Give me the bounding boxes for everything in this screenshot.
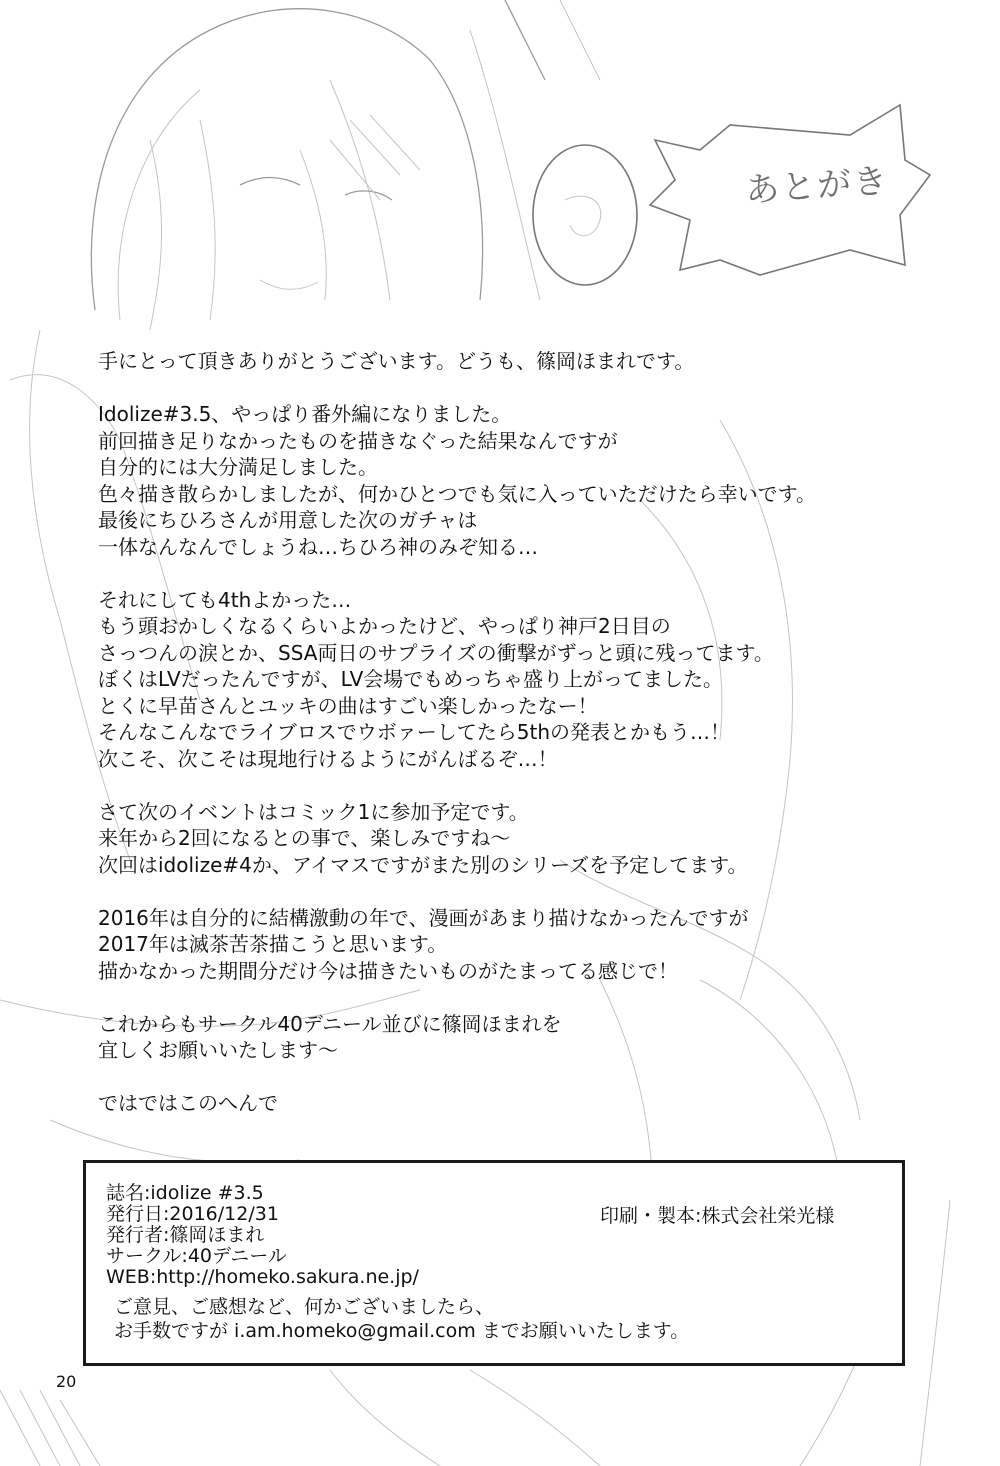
afterword-line: 2016年は自分的に結構激動の年で、漫画があまり描けなかったんですが xyxy=(98,905,749,930)
paragraph-gap xyxy=(98,878,898,905)
paragraph-gap xyxy=(98,560,898,587)
paragraph-gap xyxy=(98,984,898,1011)
afterword-line: さて次のイベントはコミック1に参加予定です。 xyxy=(98,799,529,824)
afterword-line: 来年から2回になるとの事で、楽しみですね～ xyxy=(98,826,511,850)
paragraph-gap xyxy=(98,772,898,799)
colophon-printer: 印刷・製本:株式会社栄光様 xyxy=(600,1205,835,1227)
page-number: 20 xyxy=(56,1372,77,1391)
colophon-circle: サークル:40デニール xyxy=(106,1245,287,1267)
afterword-line: 自分的には大分満足しました。 xyxy=(98,455,378,479)
colophon-web: WEB:http://homeko.sakura.ne.jp/ xyxy=(106,1266,419,1288)
colophon-title: 誌名:idolize #3.5 xyxy=(106,1182,264,1204)
afterword-line: 色々描き散らかしましたが、何かひとつでも気に入っていただけたら幸いです。 xyxy=(98,481,816,506)
paragraph-gap xyxy=(98,375,898,402)
afterword-line: Idolize#3.5、やっぱり番外編になりました。 xyxy=(98,402,512,426)
afterword-line: 次こそ、次こそは現地行けるようにがんばるぞ…！ xyxy=(98,746,558,771)
colophon-info xyxy=(106,1183,419,1288)
afterword-line: ぼくはLVだったんですが、LV会場でもめっちゃ盛り上がってました。 xyxy=(98,667,724,691)
afterword-line: 描かなかった期間分だけ今は描きたいものがたまってる感じで！ xyxy=(98,958,678,983)
colophon-date: 発行日:2016/12/31 xyxy=(106,1203,279,1225)
afterword-line: 宜しくお願いいたします～ xyxy=(98,1038,338,1062)
colophon-publisher: 発行者:篠岡ほまれ xyxy=(106,1224,265,1246)
afterword-line: そんなこんなでライブロスでウボァーしてたら5thの発表とかもう…！ xyxy=(98,720,731,744)
afterword-line: これからもサークル40デニール並びに篠岡ほまれを xyxy=(98,1011,562,1036)
afterword-line: 2017年は滅茶苦茶描こうと思います。 xyxy=(98,932,448,956)
colophon-contact xyxy=(114,1295,689,1343)
paragraph-gap xyxy=(98,1064,898,1091)
afterword-line: 最後にちひろさんが用意した次のガチャは xyxy=(98,508,478,532)
afterword-line: 前回描き足りなかったものを描きなぐった結果なんですが xyxy=(98,428,618,453)
afterword-line: とくに早苗さんとユッキの曲はすごい楽しかったなー！ xyxy=(98,693,598,718)
afterword-line: 手にとって頂きありがとうございます。どうも、篠岡ほまれです。 xyxy=(98,349,695,373)
afterword-line: 次回はidolize#4か、アイマスですがまた別のシリーズを予定してます。 xyxy=(98,852,748,877)
afterword-line: 一体なんなんでしょうね…ちひろ神のみぞ知る… xyxy=(98,534,538,559)
colophon-box xyxy=(83,1160,905,1366)
contact-line: お手数ですが i.am.homeko@gmail.com までお願いいたします。 xyxy=(114,1320,690,1342)
afterword-line: それにしても4thよかった… xyxy=(98,587,352,612)
contact-line: ご意見、ご感想など、何かございましたら、 xyxy=(114,1296,495,1318)
afterword-line: ではではこのへんで xyxy=(98,1091,278,1115)
afterword-sign-lettering: あとがき xyxy=(744,161,891,211)
afterword-text xyxy=(98,348,898,1117)
afterword-line: もう頭おかしくなるくらいよかったけど、やっぱり神戸2日目の xyxy=(98,614,671,638)
afterword-line: さっつんの涙とか、SSA両日のサプライズの衝撃がずっと頭に残ってます。 xyxy=(98,640,774,665)
